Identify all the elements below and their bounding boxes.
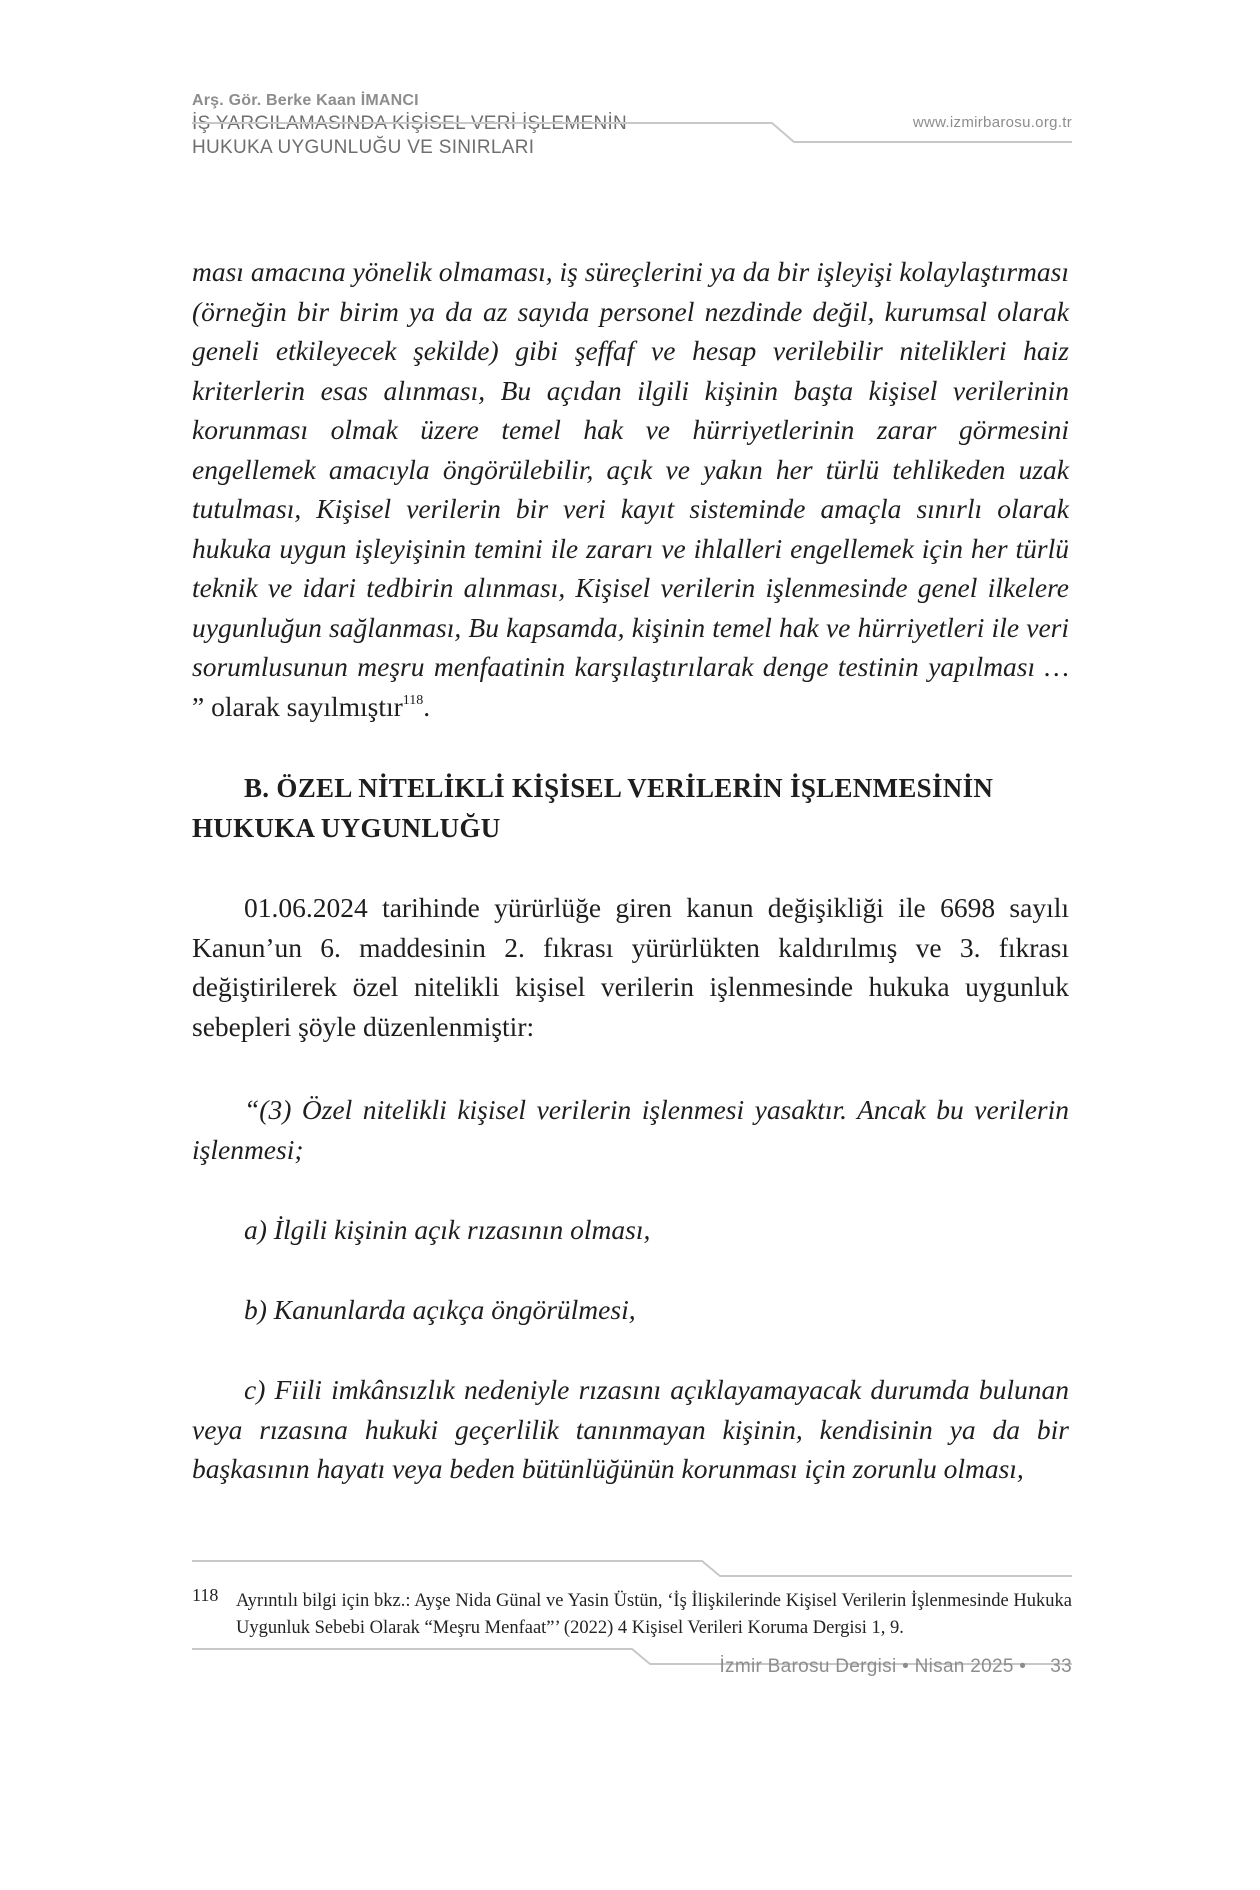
law-item-c-block — [192, 1370, 1069, 1489]
quote-text — [192, 252, 1069, 726]
section-b — [192, 768, 1069, 848]
footnote-divider — [192, 1560, 1072, 1578]
running-header — [192, 92, 1072, 160]
section-heading-line-2: HUKUKA UYGUNLUĞU — [192, 813, 501, 843]
footnote — [192, 1585, 1072, 1642]
law-intro: “(3) Özel nitelikli kişisel verilerin işlenmesi yasaktır. Ancak bu verilerin işlenmesi; — [192, 1094, 1069, 1165]
section-heading-line-1: B. ÖZEL NİTELİKLİ KİŞİSEL VERİLERİN İŞLENMESİNİN — [244, 773, 994, 803]
footnote-reference[interactable]: 118 — [402, 692, 424, 708]
law-item-b-block — [192, 1290, 1069, 1330]
author-name: Arş. Gör. Berke Kaan İMANCI — [192, 92, 419, 109]
quote-continuation — [192, 252, 1069, 726]
footnote-number: 118 — [192, 1585, 219, 1605]
law-item-a: a) İlgili kişinin açık rızasının olması, — [244, 1214, 651, 1245]
section-paragraph-block — [192, 888, 1069, 1046]
section-heading — [192, 768, 1069, 848]
page-number: 33 — [1050, 1656, 1072, 1677]
quote-end: . — [423, 690, 431, 722]
quote-body: ması amacına yönelik olmaması, iş süreçlerini ya da bir işleyişi kolaylaştırması (örneğin bir birim ya da az sayıda personel nezdinde değil, kurumsal olarak geneli etkileyecek şekilde) gibi şeffaf ve hesap verilebilir nitelikleri haiz kriterlerin esas alınması, Bu açıdan ilgili kişinin başta kişisel verilerinin korunması olmak üzere temel hak ve hürriyetlerinin zarar görmesini engellemek amacıyla öngörülebilir, açık ve yakın her türlü tehlikeden uzak tutulması, Kişisel verilerin bir veri kayıt sisteminde amaçla sınırlı olarak hukuka uygun işleyişinin temini ile zararı ve ihlalleri engellemek için her türlü teknik ve idari tedbirin alınması, Kişisel verilerin işlenmesinde genel ilkelere uygunluğun sağlanması, Bu kapsamda, kişinin temel hak ve hürriyetleri ile veri sorumlusunun meşru menfaatinin karşılaştırılarak denge testinin yapılması … — [192, 256, 1069, 682]
page-footer — [719, 1656, 1072, 1678]
law-item-a-block — [192, 1210, 1069, 1250]
journal-name: İzmir Barosu Dergisi • Nisan 2025 • — [719, 1656, 1027, 1677]
article-title-line-2: HUKUKA UYGUNLUĞU VE SINIRLARI — [192, 137, 535, 158]
article-title-line-1: İŞ YARGILAMASINDA KİŞİSEL VERİ İŞLEMENİN — [192, 113, 628, 134]
law-item-b: b) Kanunlarda açıkça öngörülmesi, — [244, 1294, 636, 1325]
quote-closing: ” olarak sayılmıştır — [192, 690, 403, 722]
header-divider — [192, 122, 1072, 146]
law-quote-block — [192, 1090, 1069, 1169]
footnote-text: Ayrıntılı bilgi için bkz.: Ayşe Nida Günal ve Yasin Üstün, ‘İş İlişkilerinde Kişisel Verilerin İşlenmesinde Hukuka Uygunluk Sebebi Olarak “Meşru Menfaat”’ (2022) 4 Kişisel Verileri Koruma Dergisi 1, 9. — [236, 1591, 1072, 1638]
section-paragraph: 01.06.2024 tarihinde yürürlüğe giren kanun değişikliği ile 6698 sayılı Kanun’un 6. maddesinin 2. fıkrası yürürlükten kaldırılmış ve 3. fıkrası değiştirilerek özel nitelikli kişisel verilerin işlenmesinde hukuka uygunluk sebepleri şöyle düzenlenmiştir: — [192, 892, 1069, 1042]
website-url[interactable]: www.izmirbarosu.org.tr — [912, 114, 1072, 131]
law-item-c: c) Fiili imkânsızlık nedeniyle rızasını açıklayamayacak durumda bulunan veya rızasına hukuki geçerlilik tanınmayan kişinin, kendisinin ya da bir başkasının hayatı veya beden bütünlüğünün korunması için zorunlu olması, — [192, 1374, 1069, 1484]
